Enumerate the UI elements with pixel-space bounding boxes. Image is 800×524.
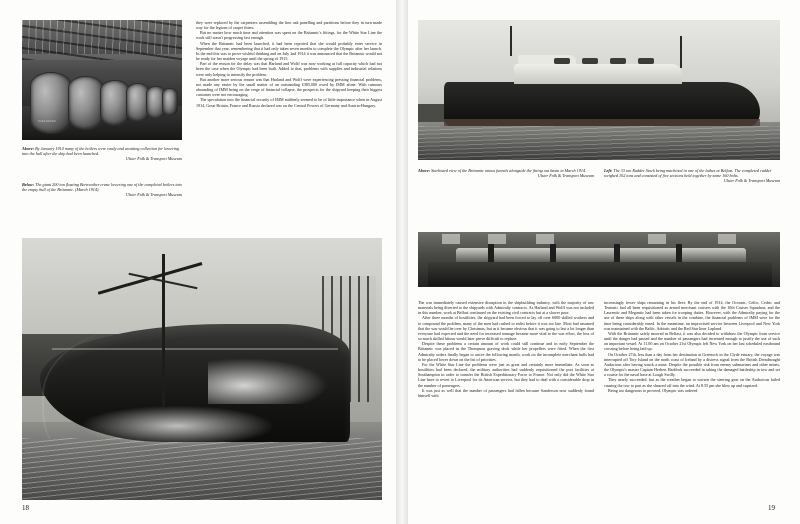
caption-text: The 33 ton Rudder Stock being machined in one of the lathes at Belfast. The completed rudder weighed 102 tons and consisted of five sections held together by some 160 bolts. <box>604 168 772 179</box>
paragraph: increasingly fewer ships remaining in his fleet. By the end of 1914, the Oceanic, Celtic, Cedric and Teutonic had all been requisitioned as armed merchant cruisers with the 10th Cruiser Squadron, and the Laurentic and Megantic had been taken for trooping duties. However, with the Admiralty paying for the use of these ships along with other vessels in the combine, the financial problems of IMM were for the time being considerably eased. In the meantime, an improvised service between Liverpool and New York was maintained with the Baltic, Adriatic and the Red Star liner Lapland. <box>604 300 780 331</box>
caption-credit: Ulster Folk & Transport Museum <box>125 156 182 162</box>
left-page-body-column <box>196 20 382 108</box>
right-page-body-column-2 <box>604 300 780 393</box>
caption-floating-crane <box>22 182 182 198</box>
paragraph: Being too dangerous to proceed, Olympic was ordered <box>608 387 698 393</box>
caption-text: By January 1914 many of the boilers were ready and awaiting collection for lowering into the hull after the ship had been launched. <box>22 146 179 157</box>
right-page-body-column-1 <box>418 300 594 398</box>
caption-lead: Above: <box>22 146 35 151</box>
caption-credit: Ulster Folk & Transport Museum <box>723 178 780 184</box>
caption-credit: Ulster Folk & Transport Museum <box>537 173 594 179</box>
paragraph: They nearly succeeded, but as the weather began to worsen the steering gear on the Audacious failed causing the tow to part as she sheared off into the wind. At 8.55 pm she blew up and capsized. <box>604 377 780 388</box>
paragraph: On October 27th, less than a day from her destination at Greenock in the Clyde estuary, the voyage was interrupted off Tory Island on the north coast of Ireland by a distress signal from the British Dreadnought Audacious after having struck a mine. Despite the possible risk from enemy submarines and other mines, the Olympic's master Captain Herbert Haddock succeeded in taking the damaged battleship in tow and set a course for the naval base at Lough Swilly. <box>604 351 780 378</box>
caption-boilers-lowering <box>22 146 182 162</box>
caption-lead: Below: <box>22 182 35 187</box>
paragraph: It was just as well that the number of passengers had fallen because Sanderson now suddenly found himself with <box>418 387 594 398</box>
paragraph: Despite these problems a certain amount of work could still continue and in early September the Britannic was placed in the Thompson graving dock while her propellers were fitted. When the first Admiralty orders finally began to arrive the following month, work on the incomplete merchant hulls had to be placed lower down on the list of priorities. <box>418 341 594 362</box>
caption-lead: Above: <box>418 168 431 173</box>
paragraph: they were replaced by the carpenters assembling the fine oak panelling and partitions before they in turn made way for the legions of carpet fitters. <box>196 20 382 31</box>
paragraph: When the Britannic had been launched, it had been reported that she would probably enter service in September that year, remembering that it had only taken seven months to complete the Olympic after her launch. In the end this was to prove wishful thinking and on July 2nd 1914 it was announced that the Britannic would not be ready for her maiden voyage until the spring of 1915. <box>196 40 382 62</box>
caption-text: Starboard view of the Britannic minus funnels alongside the fitting out basin in March 1914. <box>430 168 587 173</box>
paragraph: The war immediately caused extensive disruption in the shipbuilding industry, with the majority of raw materials being diverted to the shipyards with Admiralty contracts. As Harland and Wolff was not included in this number, work at Belfast continued on the existing civil contracts but at a slower pace. <box>418 300 594 316</box>
caption-text: The giant 200 ton floating Bertreather crane lowering one of the completed boilers into the empty hull of the Britannic. (March 1914). <box>22 182 182 193</box>
caption-credit: Ulster Folk & Transport Museum <box>125 192 182 198</box>
photo-inline-label: HARLAND&W <box>38 120 56 123</box>
britannic-slipway-photo <box>22 238 382 500</box>
paragraph: With the Britannic safely moored in Belfast, it was also decided to withdraw the Olympic from service until the danger had passed and the number of passengers had increased enough to justify the use of such an important vessel. At 11.00 am on October 21st Olympic left New York on her last scheduled eastbound crossing before being laid up. <box>604 330 780 352</box>
caption-rudder-stock <box>604 168 780 184</box>
britannic-starboard-photo <box>418 20 780 160</box>
boiler-shop-photo <box>22 20 182 140</box>
paragraph: For the White Star Line the problems were just as great and certainly more immediate. As soon as hostilities had been declared, the military authorities had suddenly requisitioned the port facilities at Southampton in order to transfer the British Expeditionary Force to France. Not only did the White Star Line have to revert to Liverpool for its American service, but they had to deal with a considerable drop in the number of passengers. <box>418 361 594 388</box>
folio-left: 18 <box>22 504 29 512</box>
paragraph: Part of the reason for the delay was that Harland and Wolff was now working at full capacity which had not been the case when the Olympic had been built. Added to that, problems with supplies and industrial relations were only helping to intensify the problem. <box>196 61 382 77</box>
paragraph: But another more serious reason was that Harland and Wolff were experiencing pressing financial problems, not made any easier by the small matter of an outstanding £385,000 owed by IMM alone. With rumours abounding of IMM being on the verge of financial collapse, the prospects for the shipyard keeping their biggest customer were not encouraging. <box>196 76 382 98</box>
paragraph: The speculation into the financial security of IMM suddenly seemed to be of little importance when in August 1914, Great Britain, France and Russia declared war on the Central Powers of Germany and Austria-Hungary. <box>196 97 382 108</box>
paragraph: After three months of hostilities, the shipyard had been forced to lay off over 6000 skilled workers and to compound the problem, many of the men had rushed to enlist before it was too late. Most had assumed that the war would be over by Christmas, but as it became obvious that it was going to last a lot longer than everyone had expected and the need for increased tonnage became more vital to the war effort, the loss of so much skilled labour would later prove difficult to replace. <box>418 315 594 342</box>
paragraph: But no matter how much time and attention was spent on the Britannic's fittings, for the White Star Line the work still wasn't progressing fast enough. <box>196 30 382 41</box>
caption-starboard-view <box>418 168 594 178</box>
rudder-stock-photo <box>418 232 780 287</box>
folio-right: 19 <box>768 504 775 512</box>
caption-lead: Left: <box>604 168 613 173</box>
